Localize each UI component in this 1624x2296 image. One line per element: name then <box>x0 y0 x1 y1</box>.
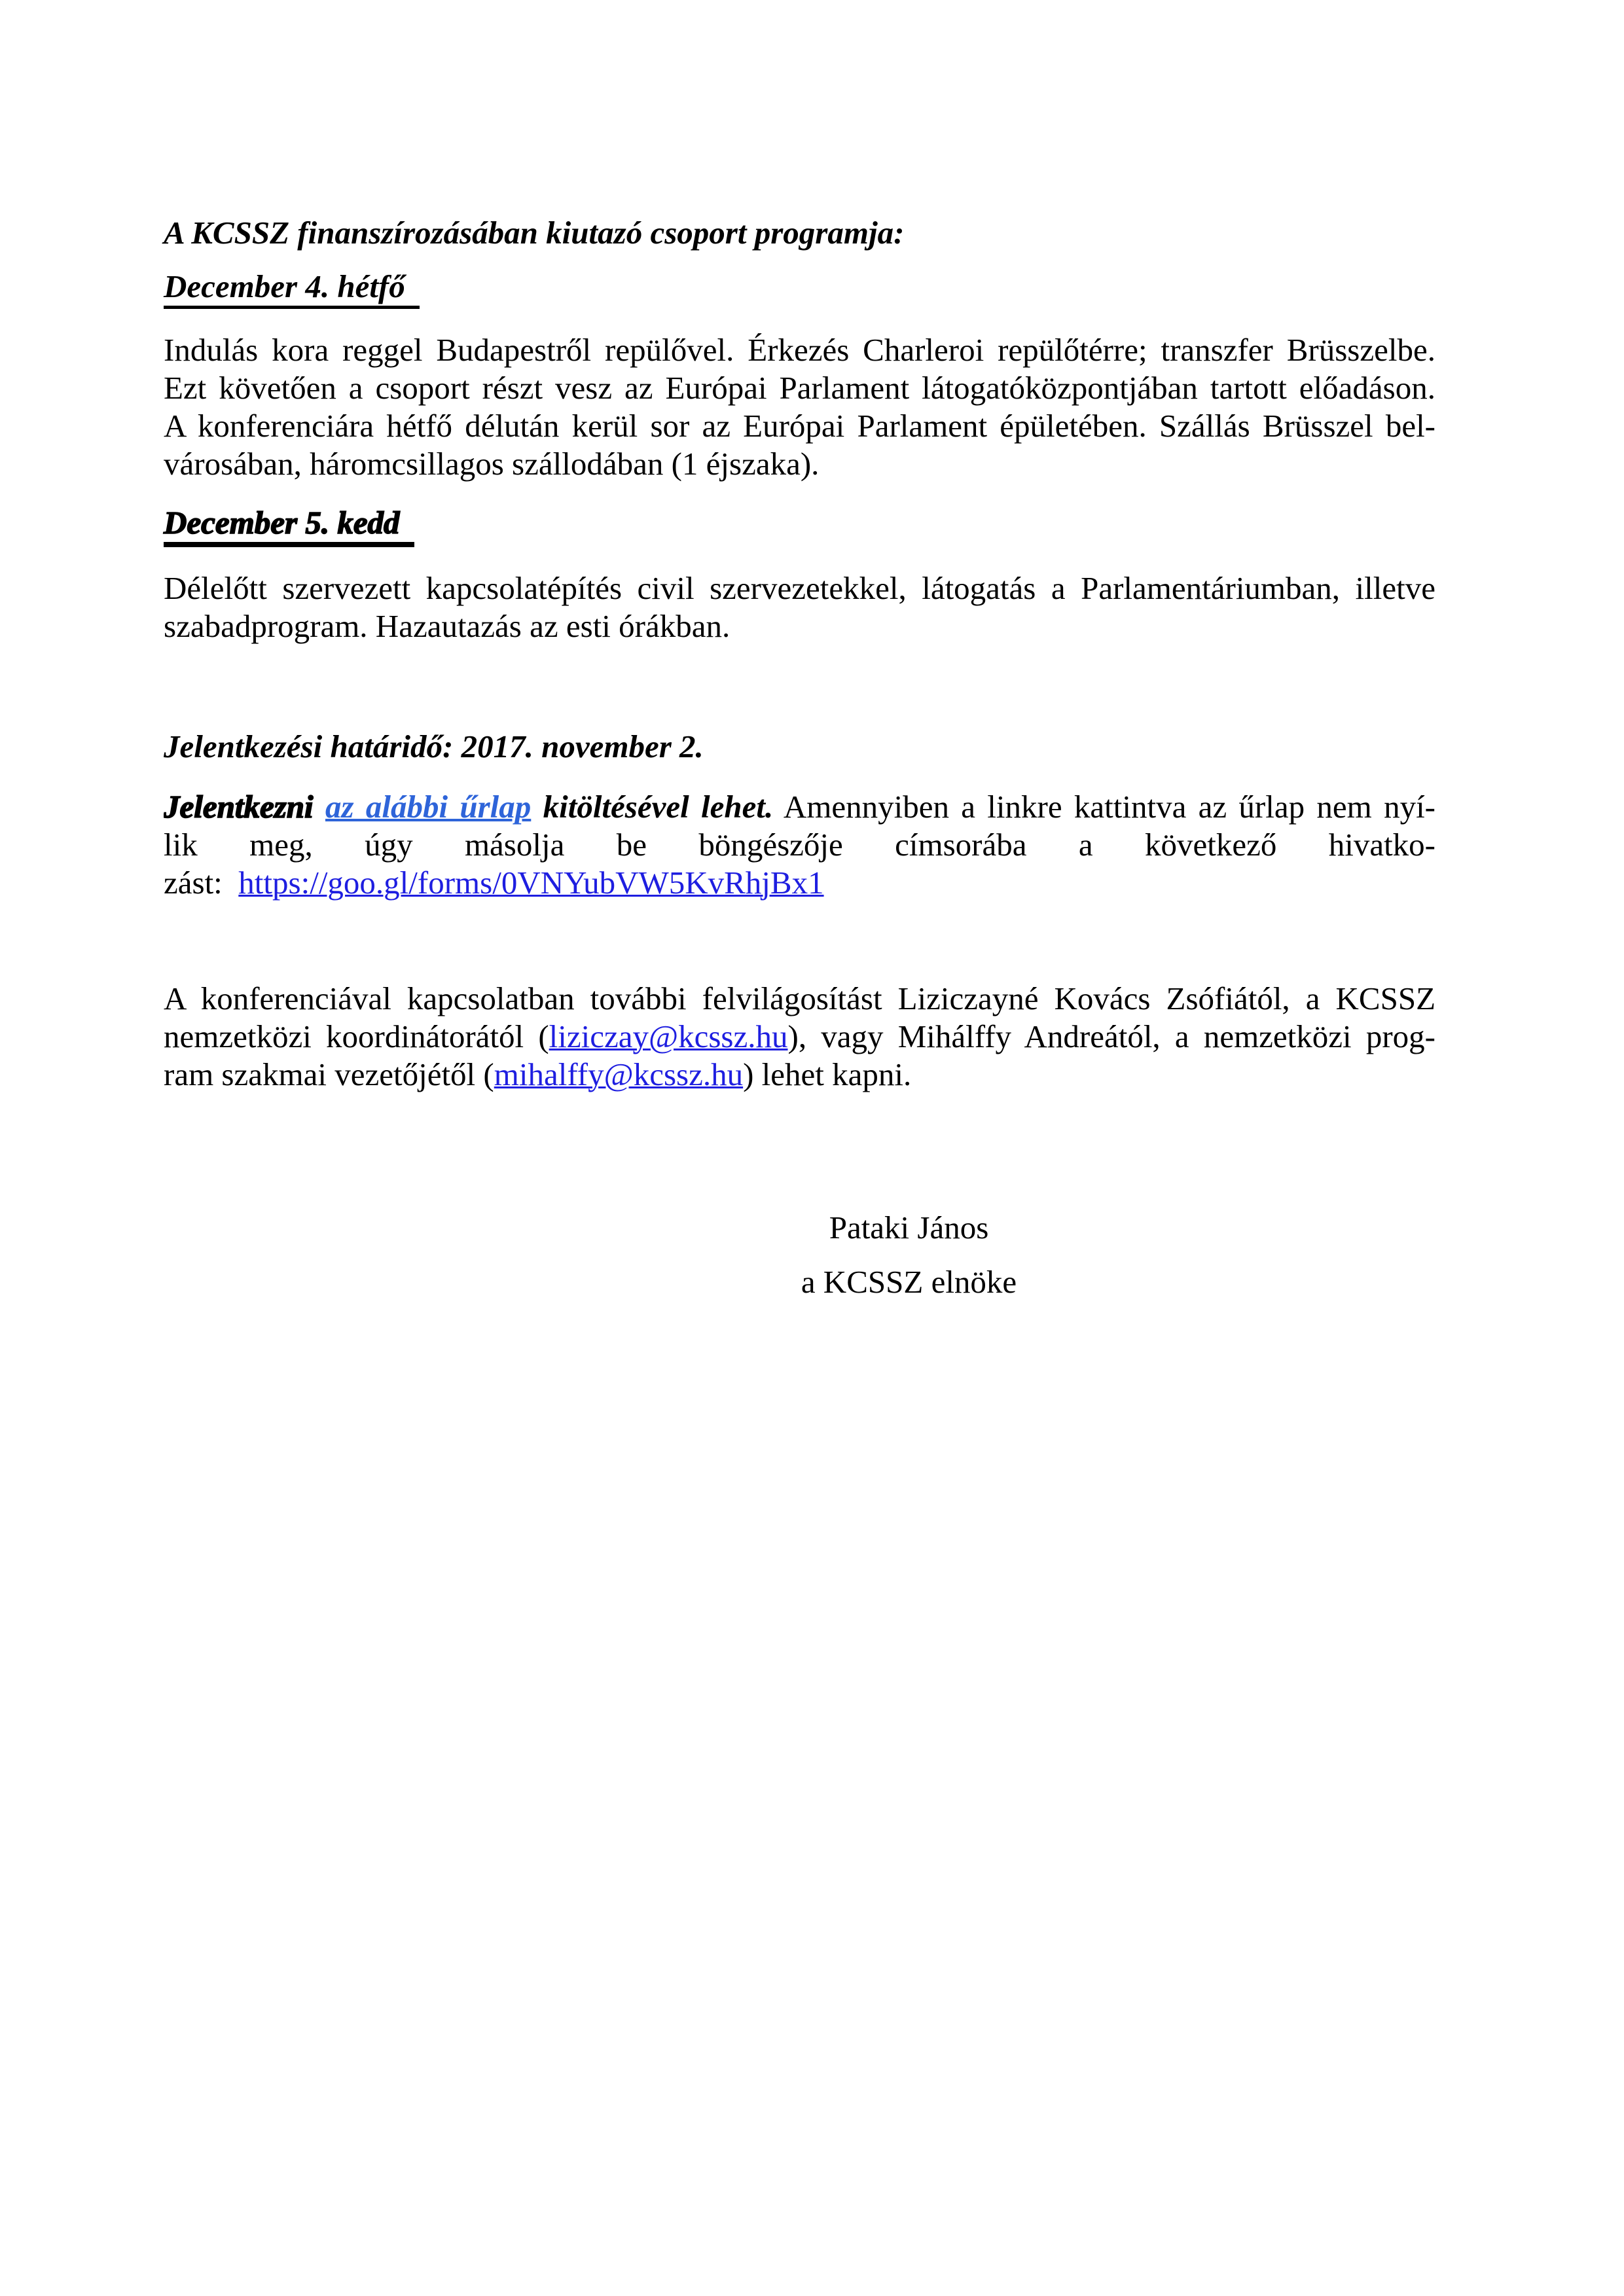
text-line <box>164 864 1435 902</box>
signature-title: a KCSSZ elnöke <box>801 1264 1017 1300</box>
hyperlink[interactable]: https://goo.gl/forms/0VNYubVW5KvRhjBx1 <box>238 865 824 901</box>
text-run: A konferenciával kapcsolatban további felvilágosítást Liziczayné Kovács Zsófiától, a KCSSZ <box>164 980 1435 1016</box>
heading-december-4 <box>164 268 1435 309</box>
text-run: lik meg, úgy másolja be böngészője címsorába a következő hivatko- <box>164 827 1435 863</box>
text-run <box>531 789 543 825</box>
heading-december-4-text: December 4. hétfő <box>164 268 420 309</box>
signature-name: Pataki János <box>829 1210 989 1246</box>
deadline-heading: Jelentkezési határidő: 2017. november 2. <box>164 728 704 764</box>
text-run: A konferenciára hétfő délután kerül sor az Európai Parlament épületében. Szállás Brüsszel bel- <box>164 408 1435 444</box>
hyperlink[interactable]: mihalffy@kcssz.hu <box>494 1056 744 1092</box>
paragraph-december-5 <box>164 569 1435 645</box>
text-run: ram szakmai vezetőjétől ( <box>164 1056 494 1092</box>
hyperlink[interactable]: az alábbi űrlap <box>325 789 532 825</box>
text-line <box>164 980 1435 1018</box>
text-run: városában, háromcsillagos szállodában (1 éjszaka). <box>164 446 820 482</box>
text-line <box>164 607 1435 645</box>
text-run: zást: <box>164 865 239 901</box>
text-run: ), vagy Mihálffy Andreától, a nemzetközi prog- <box>787 1018 1435 1054</box>
hyperlink[interactable]: liziczay@kcssz.hu <box>549 1018 788 1054</box>
heading-december-5-text: December 5. kedd <box>164 504 414 547</box>
text-line <box>164 788 1435 826</box>
text-run: Jelentkezni <box>164 789 325 825</box>
text-line <box>164 331 1435 369</box>
paragraph-december-4 <box>164 331 1435 483</box>
text-run: kitöltésével lehet. <box>543 789 774 825</box>
text-run: ) lehet kapni. <box>743 1056 912 1092</box>
text-run: Délelőtt szervezett kapcsolatépítés civil szervezetekkel, látogatás a Parlamentáriumban, illetve <box>164 570 1435 606</box>
paragraph-registration <box>164 788 1435 902</box>
text-line <box>164 407 1435 445</box>
text-line <box>164 1018 1435 1056</box>
text-run: Amennyiben a linkre kattintva az űrlap nem nyí- <box>773 789 1435 825</box>
text-run: szabadprogram. Hazautazás az esti órákban. <box>164 608 731 644</box>
paragraph-contact <box>164 980 1435 1094</box>
text-run: Indulás kora reggel Budapestről repülővel. Érkezés Charleroi repülőtérre; transzfer Brüsszelbe. <box>164 332 1435 368</box>
text-line <box>164 826 1435 864</box>
signature-block <box>382 1209 1435 1301</box>
text-run: nemzetközi koordinátorától ( <box>164 1018 549 1054</box>
document-title: A KCSSZ finanszírozásában kiutazó csoport programja: <box>164 215 905 251</box>
text-line <box>164 369 1435 407</box>
text-line <box>164 445 1435 483</box>
heading-december-5 <box>164 504 1435 547</box>
text-line <box>164 1056 1435 1094</box>
text-run: Ezt követően a csoport részt vesz az Európai Parlament látogatóközpontjában tartott előadáson. <box>164 370 1435 406</box>
text-line <box>164 569 1435 607</box>
